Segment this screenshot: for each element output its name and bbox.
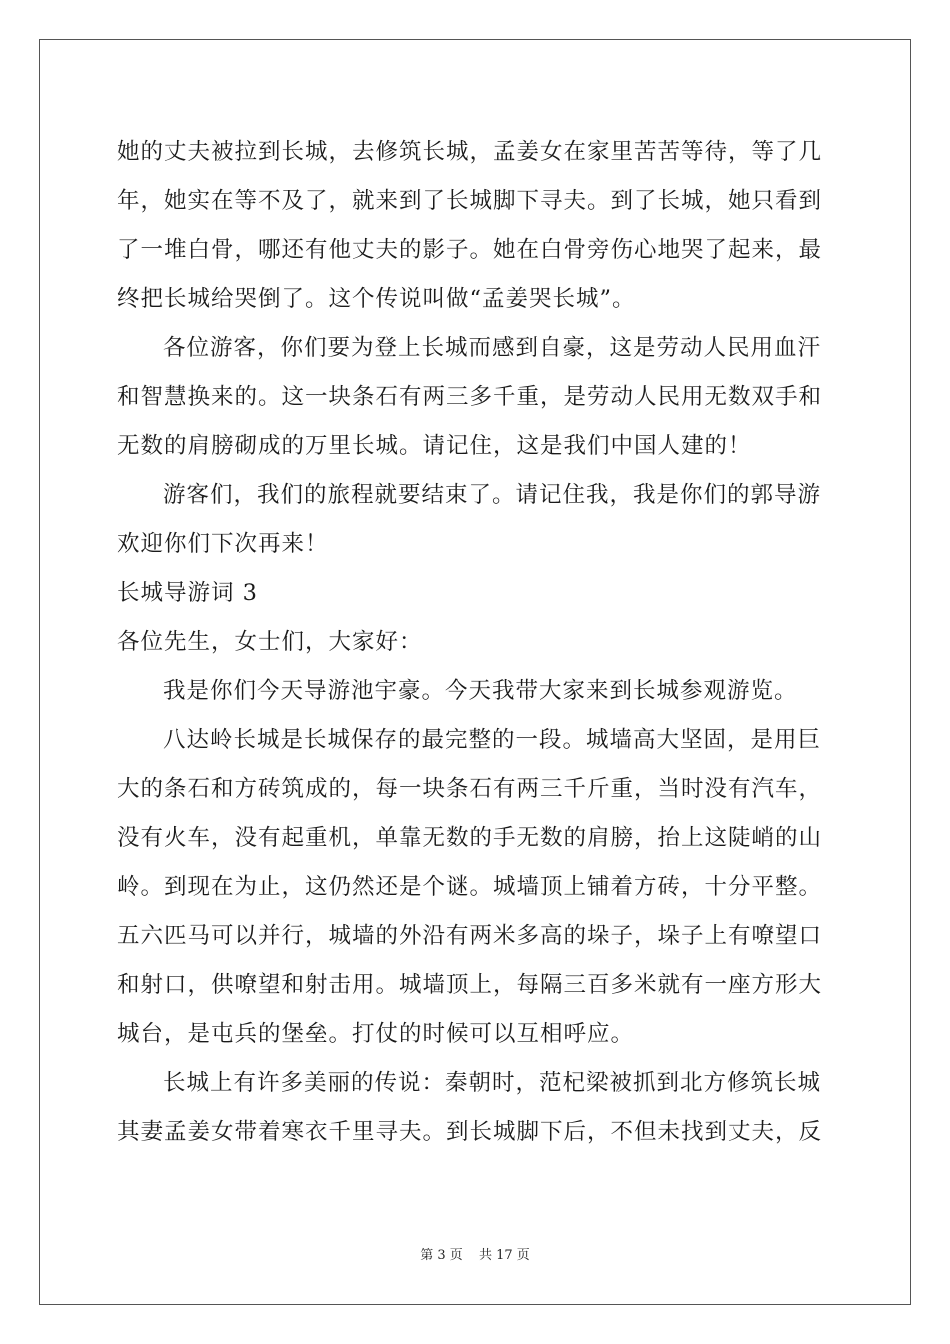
- text-line: 她的丈夫被拉到长城，去修筑长城，孟姜女在家里苦苦等待，等了几: [117, 139, 823, 165]
- text-line: 了一堆白骨，哪还有他丈夫的影子。她在白骨旁伤心地哭了起来，最: [117, 237, 823, 263]
- text-line: 各位先生，女士们，大家好：: [117, 629, 423, 655]
- text-line: 欢迎你们下次再来！: [117, 531, 329, 557]
- text-line: 各位游客，你们要为登上长城而感到自豪，这是劳动人民用血汗: [163, 335, 822, 361]
- text-line: 终把长城给哭倒了。这个传说叫做“孟姜哭长城”。: [117, 286, 636, 312]
- page-number: 第 3 页: [420, 1248, 463, 1263]
- text-line: 大的条石和方砖筑成的，每一块条石有两三千斤重，当时没有汽车，: [117, 776, 823, 802]
- text-line: 没有火车，没有起重机，单靠无数的手无数的肩膀，抬上这陡峭的山: [117, 825, 823, 851]
- text-line: 岭。到现在为止，这仍然还是个谜。城墙顶上铺着方砖，十分平整。: [117, 874, 823, 900]
- text-line: 游客们，我们的旅程就要结束了。请记住我，我是你们的郭导游: [163, 482, 822, 508]
- text-line: 八达岭长城是长城保存的最完整的一段。城墙高大坚固，是用巨: [163, 727, 822, 753]
- text-line: 无数的肩膀砌成的万里长城。请记住，这是我们中国人建的！: [117, 433, 752, 459]
- text-line: 长城上有许多美丽的传说：秦朝时，范杞梁被抓到北方修筑长城: [163, 1070, 822, 1096]
- text-line: 年，她实在等不及了，就来到了长城脚下寻夫。到了长城，她只看到: [117, 188, 823, 214]
- text-line: 和智慧换来的。这一块条石有两三多千重，是劳动人民用无数双手和: [117, 384, 823, 410]
- text-line: 和射口，供嘹望和射击用。城墙顶上，每隔三百多米就有一座方形大: [117, 972, 823, 998]
- page-footer: [0, 1244, 950, 1263]
- text-line: 五六匹马可以并行，城墙的外沿有两米多高的垛子，垛子上有嘹望口: [117, 923, 823, 949]
- text-line: 长城导游词 3: [117, 580, 258, 606]
- text-line: 其妻孟姜女带着寒衣千里寻夫。到长城脚下后，不但未找到丈夫，反: [117, 1119, 823, 1145]
- document-body: [117, 128, 837, 1157]
- text-line: 城台，是屯兵的堡垒。打仗的时候可以互相呼应。: [117, 1021, 635, 1047]
- page-total: 共 17 页: [478, 1248, 530, 1263]
- text-line: 我是你们今天导游池宇豪。今天我带大家来到长城参观游览。: [163, 678, 798, 704]
